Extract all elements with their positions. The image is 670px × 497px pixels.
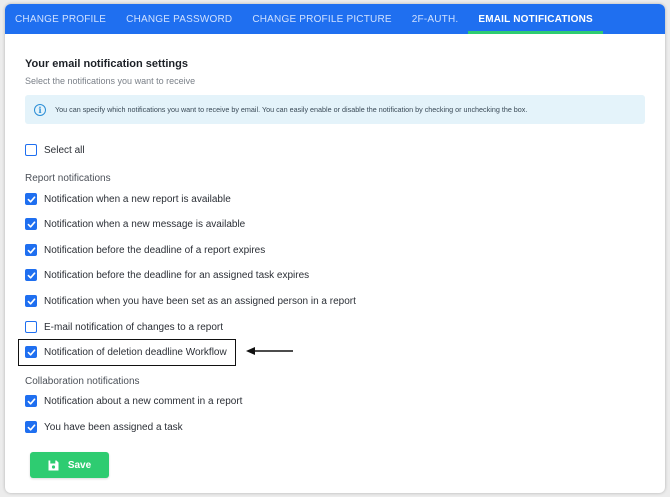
checkmark-icon [27, 297, 36, 306]
tab-change-password[interactable]: CHANGE PASSWORD [126, 13, 233, 25]
select-all-row[interactable] [25, 142, 85, 158]
checkmark-icon [27, 195, 36, 204]
arrow-left-icon [246, 346, 294, 356]
checkbox[interactable] [25, 269, 37, 281]
checkbox-label: Notification before the deadline for an assigned task expires [44, 269, 310, 281]
list-item[interactable] [25, 319, 223, 335]
select-all-checkbox[interactable] [25, 144, 37, 156]
email-notifications-content [5, 34, 665, 493]
checkmark-icon [27, 423, 36, 432]
list-item[interactable] [25, 242, 265, 258]
info-text: You can specify which notifications you want to receive by email. You can easily enable or disable the notification by checking or unchecking the box. [55, 105, 528, 114]
checkmark-icon [27, 220, 36, 229]
list-item[interactable] [25, 267, 309, 283]
list-item[interactable] [25, 419, 183, 435]
settings-panel [5, 4, 665, 493]
checkbox-label: E-mail notification of changes to a report [44, 321, 223, 333]
checkbox[interactable] [25, 295, 37, 307]
checkbox-label: You have been assigned a task [44, 421, 183, 433]
checkbox-label: Notification about a new comment in a report [44, 395, 243, 407]
checkmark-icon [27, 246, 36, 255]
checkbox[interactable] [25, 193, 37, 205]
collaboration-notifications-heading: Collaboration notifications [25, 376, 140, 387]
checkbox-label: Notification before the deadline of a report expires [44, 244, 266, 256]
checkbox-label: Notification of deletion deadline Workflow [44, 346, 227, 358]
checkbox[interactable] [25, 218, 37, 230]
checkbox[interactable] [25, 395, 37, 407]
list-item[interactable] [25, 293, 356, 309]
info-banner [25, 95, 645, 124]
tab-2f-auth[interactable]: 2F-AUTH. [411, 13, 459, 25]
info-icon: i [34, 104, 46, 116]
tab-bar [5, 4, 665, 34]
checkbox[interactable] [25, 244, 37, 256]
save-button[interactable] [30, 452, 109, 478]
save-button-label: Save [67, 459, 92, 471]
list-item[interactable] [25, 216, 245, 232]
select-all-label: Select all [44, 144, 85, 156]
tab-change-profile-picture[interactable]: CHANGE PROFILE PICTURE [252, 13, 392, 25]
floppy-disk-icon [48, 460, 59, 471]
checkbox-label: Notification when a new report is available [44, 193, 231, 205]
tab-email-notifications[interactable]: EMAIL NOTIFICATIONS [468, 4, 603, 34]
checkbox-label: Notification when a new message is available [44, 218, 246, 230]
checkbox-label: Notification when you have been set as an assigned person in a report [44, 295, 356, 307]
checkmark-icon [27, 397, 36, 406]
list-item[interactable] [25, 393, 242, 409]
highlight-frame [18, 339, 236, 366]
checkmark-icon [27, 271, 36, 280]
checkbox[interactable] [25, 321, 37, 333]
page-subtitle: Select the notifications you want to receive [25, 76, 196, 86]
report-notifications-heading: Report notifications [25, 173, 111, 184]
page-title: Your email notification settings [25, 58, 188, 70]
tab-change-profile[interactable]: CHANGE PROFILE [15, 13, 107, 25]
checkbox[interactable] [25, 421, 37, 433]
list-item[interactable] [25, 191, 231, 207]
